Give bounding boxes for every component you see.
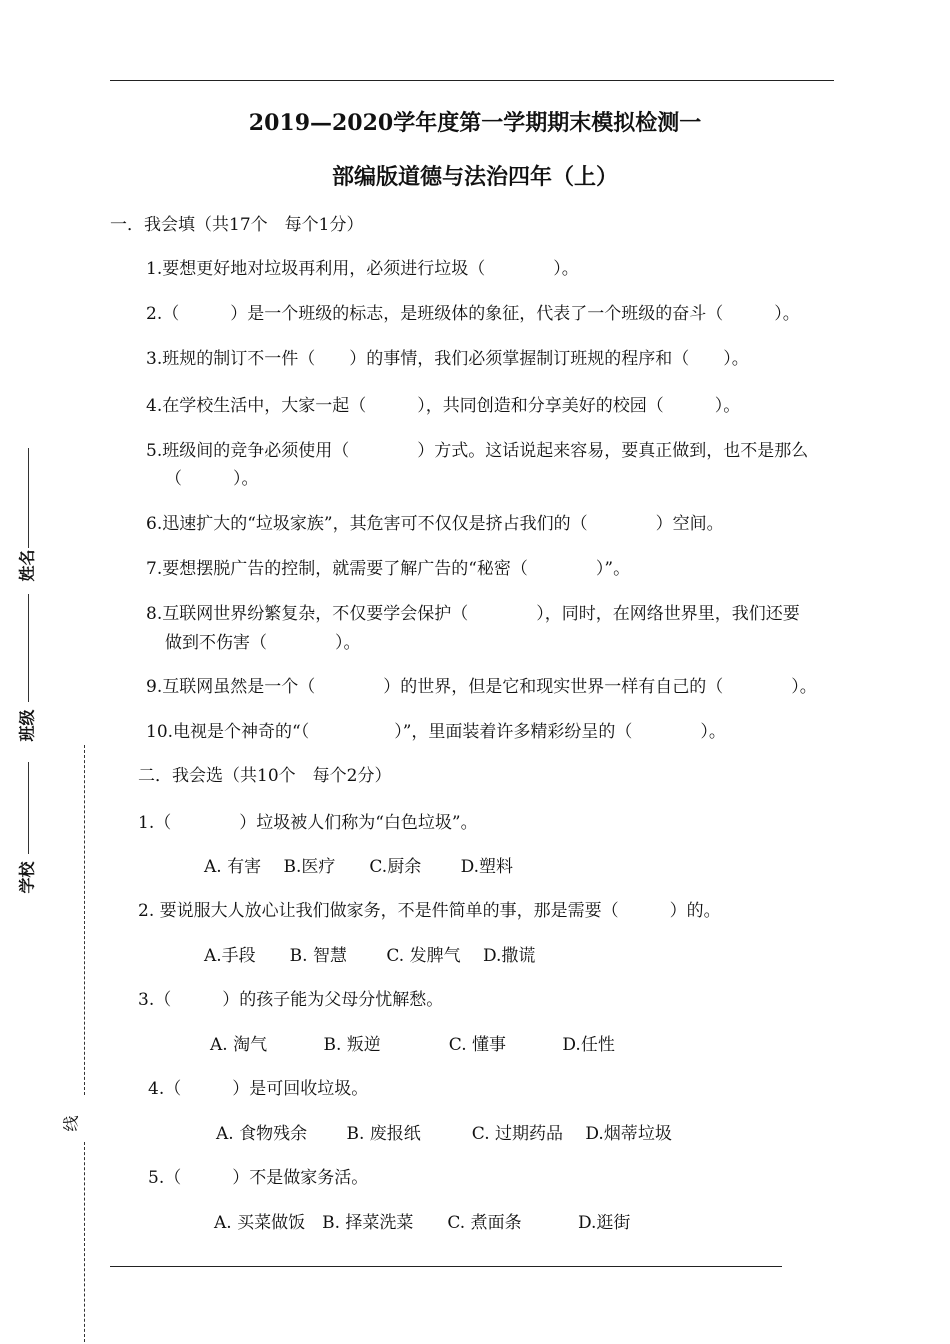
name-blank-line: [28, 448, 29, 548]
school-label: 学校: [17, 861, 37, 894]
exam-subtitle: 部编版道德与法治四年（上）: [331, 164, 618, 190]
binding-line-label: 线: [61, 1115, 81, 1132]
binding-dashed-line-lower: [84, 1142, 85, 1342]
fill-item-3: 3.班规的制订不一件（ ）的事情，我们必须掌握制订班规的程序和（ ）。: [146, 349, 749, 369]
top-rule: [110, 80, 834, 81]
fill-item-7: 7.要想摆脱广告的控制，就需要了解广告的“秘密（ ）”。: [146, 559, 631, 579]
choice-question-4: 4.（ ）是可回收垃圾。: [148, 1079, 369, 1099]
section2-heading: 二．我会选（共10个 每个2分）: [138, 766, 392, 786]
choice-question-2: 2. 要说服大人放心让我们做家务，不是件简单的事，那是需要（ ）的。: [138, 901, 721, 921]
fill-item-10: 10.电视是个神奇的“（ ）”，里面装着许多精彩纷呈的（ ）。: [146, 722, 726, 742]
choice-options-2: A.手段 B. 智慧 C. 发脾气 D.撒谎: [204, 946, 536, 966]
exam-title: 2019—2020学年度第一学期期末模拟检测一: [248, 110, 702, 136]
choice-question-1: 1.（ ）垃圾被人们称为“白色垃圾”。: [138, 813, 478, 833]
choice-options-4: A. 食物残余 B. 废报纸 C. 过期药品 D.烟蒂垃圾: [216, 1124, 672, 1144]
fill-item-9: 9.互联网虽然是一个（ ）的世界，但是它和现实世界一样有自己的（ ）。: [146, 677, 817, 697]
class-label: 班级: [17, 709, 37, 742]
class-blank-line: [28, 594, 29, 702]
choice-question-5: 5.（ ）不是做家务活。: [148, 1168, 369, 1188]
binding-dashed-line-upper: [84, 745, 85, 1095]
fill-item-2: 2.（ ）是一个班级的标志，是班级体的象征，代表了一个班级的奋斗（ ）。: [146, 304, 800, 324]
choice-options-5: A. 买菜做饭 B. 择菜洗菜 C. 煮面条 D.逛街: [214, 1213, 631, 1233]
fill-item-8: 8.互联网世界纷繁复杂，不仅要学会保护（ ），同时，在网络世界里，我们还要: [146, 604, 800, 624]
name-label: 姓名: [17, 549, 37, 582]
fill-item-6: 6.迅速扩大的“垃圾家族”，其危害可不仅仅是挤占我们的（ ）空间。: [146, 514, 724, 534]
fill-item-1: 1.要想更好地对垃圾再利用，必须进行垃圾（ ）。: [146, 259, 579, 279]
fill-item-5-cont: （ ）。: [165, 469, 259, 489]
fill-item-4: 4.在学校生活中，大家一起（ ），共同创造和分享美好的校园（ ）。: [146, 396, 741, 416]
bottom-rule: [110, 1266, 782, 1267]
fill-item-8-cont: 做到不伤害（ ）。: [165, 633, 361, 653]
choice-options-1: A. 有害 B.医疗 C.厨余 D.塑料: [204, 857, 514, 877]
section1-heading: 一．我会填（共17个 每个1分）: [110, 215, 364, 235]
fill-item-5: 5.班级间的竞争必须使用（ ）方式。这话说起来容易，要真正做到，也不是那么: [146, 441, 809, 461]
school-blank-line: [28, 762, 29, 854]
choice-options-3: A. 淘气 B. 叛逆 C. 懂事 D.任性: [210, 1035, 615, 1055]
choice-question-3: 3.（ ）的孩子能为父母分忧解愁。: [138, 990, 444, 1010]
